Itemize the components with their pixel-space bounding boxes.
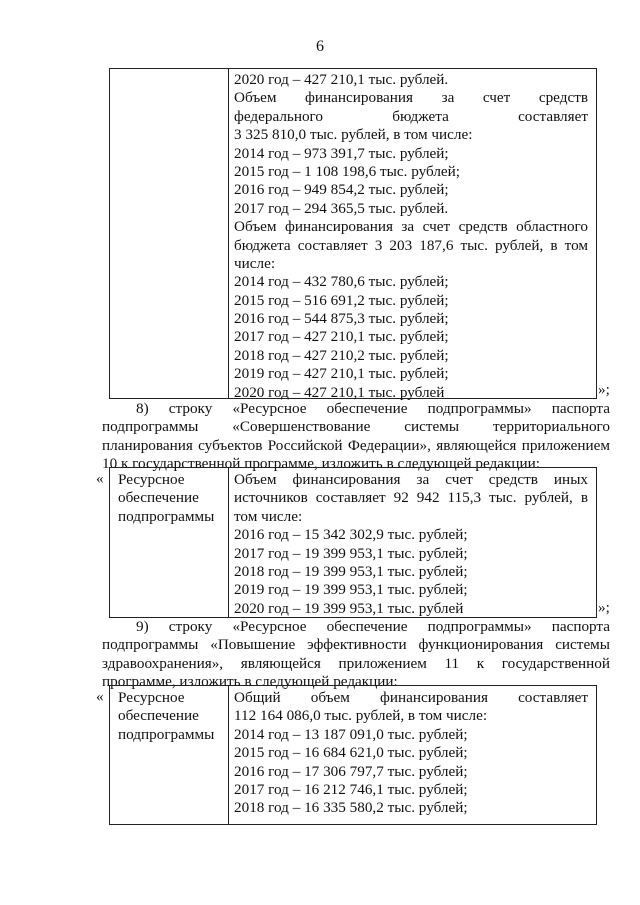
text-line: 2018 год – 427 210,2 тыс. рублей; (234, 346, 449, 364)
table-1-divider (228, 69, 229, 398)
table-3-left-cell (118, 689, 226, 744)
text-line: 2016 год – 544 875,3 тыс. рублей; (234, 310, 449, 328)
text-line: 3 325 810,0 тыс. рублей, в том числе: (234, 126, 473, 144)
text-line: подпрограммы (118, 725, 215, 743)
opening-quote-3: « (96, 688, 104, 705)
text-line: 2014 год – 13 187 091,0 тыс. рублей; (234, 725, 468, 743)
text-line: 10 к государственной программе, изложить в следующей редакции: (102, 455, 540, 473)
text-line: Объем финансирования за счет средств областного (234, 218, 588, 236)
text-line: 2019 год – 19 399 953,1 тыс. рублей; (234, 581, 468, 599)
text-line: 2015 год – 516 691,2 тыс. рублей; (234, 291, 449, 309)
text-line: 2017 год – 19 399 953,1 тыс. рублей; (234, 544, 468, 562)
text-line: Общий объем финансирования составляет (234, 689, 588, 706)
text-line: 112 164 086,0 тыс. рублей, в том числе: (234, 707, 488, 725)
paragraph-8 (102, 400, 610, 474)
paragraph-9 (102, 618, 610, 692)
text-line: числе: (234, 254, 276, 272)
text-line: источников составляет 92 942 115,3 тыс. рублей, в (234, 489, 588, 507)
text-line: Объем финансирования за счет средств (234, 89, 588, 107)
text-line: 2019 год – 427 210,1 тыс. рублей; (234, 365, 449, 383)
text-line: подпрограммы «Совершенствование системы территориального (102, 418, 610, 436)
text-line: 2015 год – 1 108 198,6 тыс. рублей; (234, 162, 461, 180)
text-line: обеспечение (118, 489, 199, 507)
text-line: 2017 год – 427 210,1 тыс. рублей; (234, 328, 449, 346)
table-1 (109, 68, 597, 399)
text-line: 2014 год – 973 391,7 тыс. рублей; (234, 144, 449, 162)
text-line: Объем финансирования за счет средств иных (234, 471, 588, 488)
table-3-right-cell (234, 689, 588, 818)
text-line: подпрограммы (118, 507, 215, 525)
text-line: здравоохранения», являющейся приложением 11 к государственной (102, 654, 610, 672)
text-line: федерального бюджета составляет (234, 107, 588, 125)
text-line: 2016 год – 17 306 797,7 тыс. рублей; (234, 762, 468, 780)
text-line: 2016 год – 949 854,2 тыс. рублей; (234, 181, 449, 199)
text-line: обеспечение (118, 707, 199, 725)
text-line: 2018 год – 16 335 580,2 тыс. рублей; (234, 799, 468, 817)
table-2 (109, 467, 597, 618)
text-line: подпрограммы «Повышение эффективности функционирования системы (102, 636, 610, 654)
text-line: 2016 год – 15 342 302,9 тыс. рублей; (234, 526, 468, 544)
text-line: 2017 год – 16 212 746,1 тыс. рублей; (234, 780, 468, 798)
table-3-divider (228, 686, 229, 824)
table-2-left-cell (118, 471, 226, 526)
text-line: 9) строку «Ресурсное обеспечение подпрограммы» паспорта (136, 618, 610, 635)
page-number: 6 (316, 38, 324, 55)
table-2-divider (228, 468, 229, 617)
text-line: 2015 год – 16 684 621,0 тыс. рублей; (234, 744, 468, 762)
text-line: 2020 год – 427 210,1 тыс. рублей (234, 383, 445, 401)
table-3 (109, 685, 597, 825)
closing-quote-2: »; (598, 599, 610, 616)
text-line: бюджета составляет 3 203 187,6 тыс. рублей, в том (234, 236, 588, 254)
text-line: 2014 год – 432 780,6 тыс. рублей; (234, 273, 449, 291)
text-line: том числе: (234, 507, 303, 525)
table-1-right-cell (234, 71, 588, 402)
text-line: 2020 год – 19 399 953,1 тыс. рублей (234, 599, 464, 617)
text-line: планирования субъектов Российской Федерации», являющейся приложением (102, 436, 610, 454)
text-line: 2017 год – 294 365,5 тыс. рублей. (234, 199, 449, 217)
closing-quote-1: »; (598, 381, 610, 398)
text-line: Ресурсное (118, 471, 185, 488)
text-line: 8) строку «Ресурсное обеспечение подпрограммы» паспорта (136, 400, 610, 417)
table-2-right-cell (234, 471, 588, 618)
text-line: 2018 год – 19 399 953,1 тыс. рублей; (234, 562, 468, 580)
opening-quote-2: « (96, 470, 104, 487)
text-line: Ресурсное (118, 689, 185, 706)
text-line: программе, изложить в следующей редакции: (102, 673, 398, 691)
text-line: 2020 год – 427 210,1 тыс. рублей. (234, 71, 449, 88)
